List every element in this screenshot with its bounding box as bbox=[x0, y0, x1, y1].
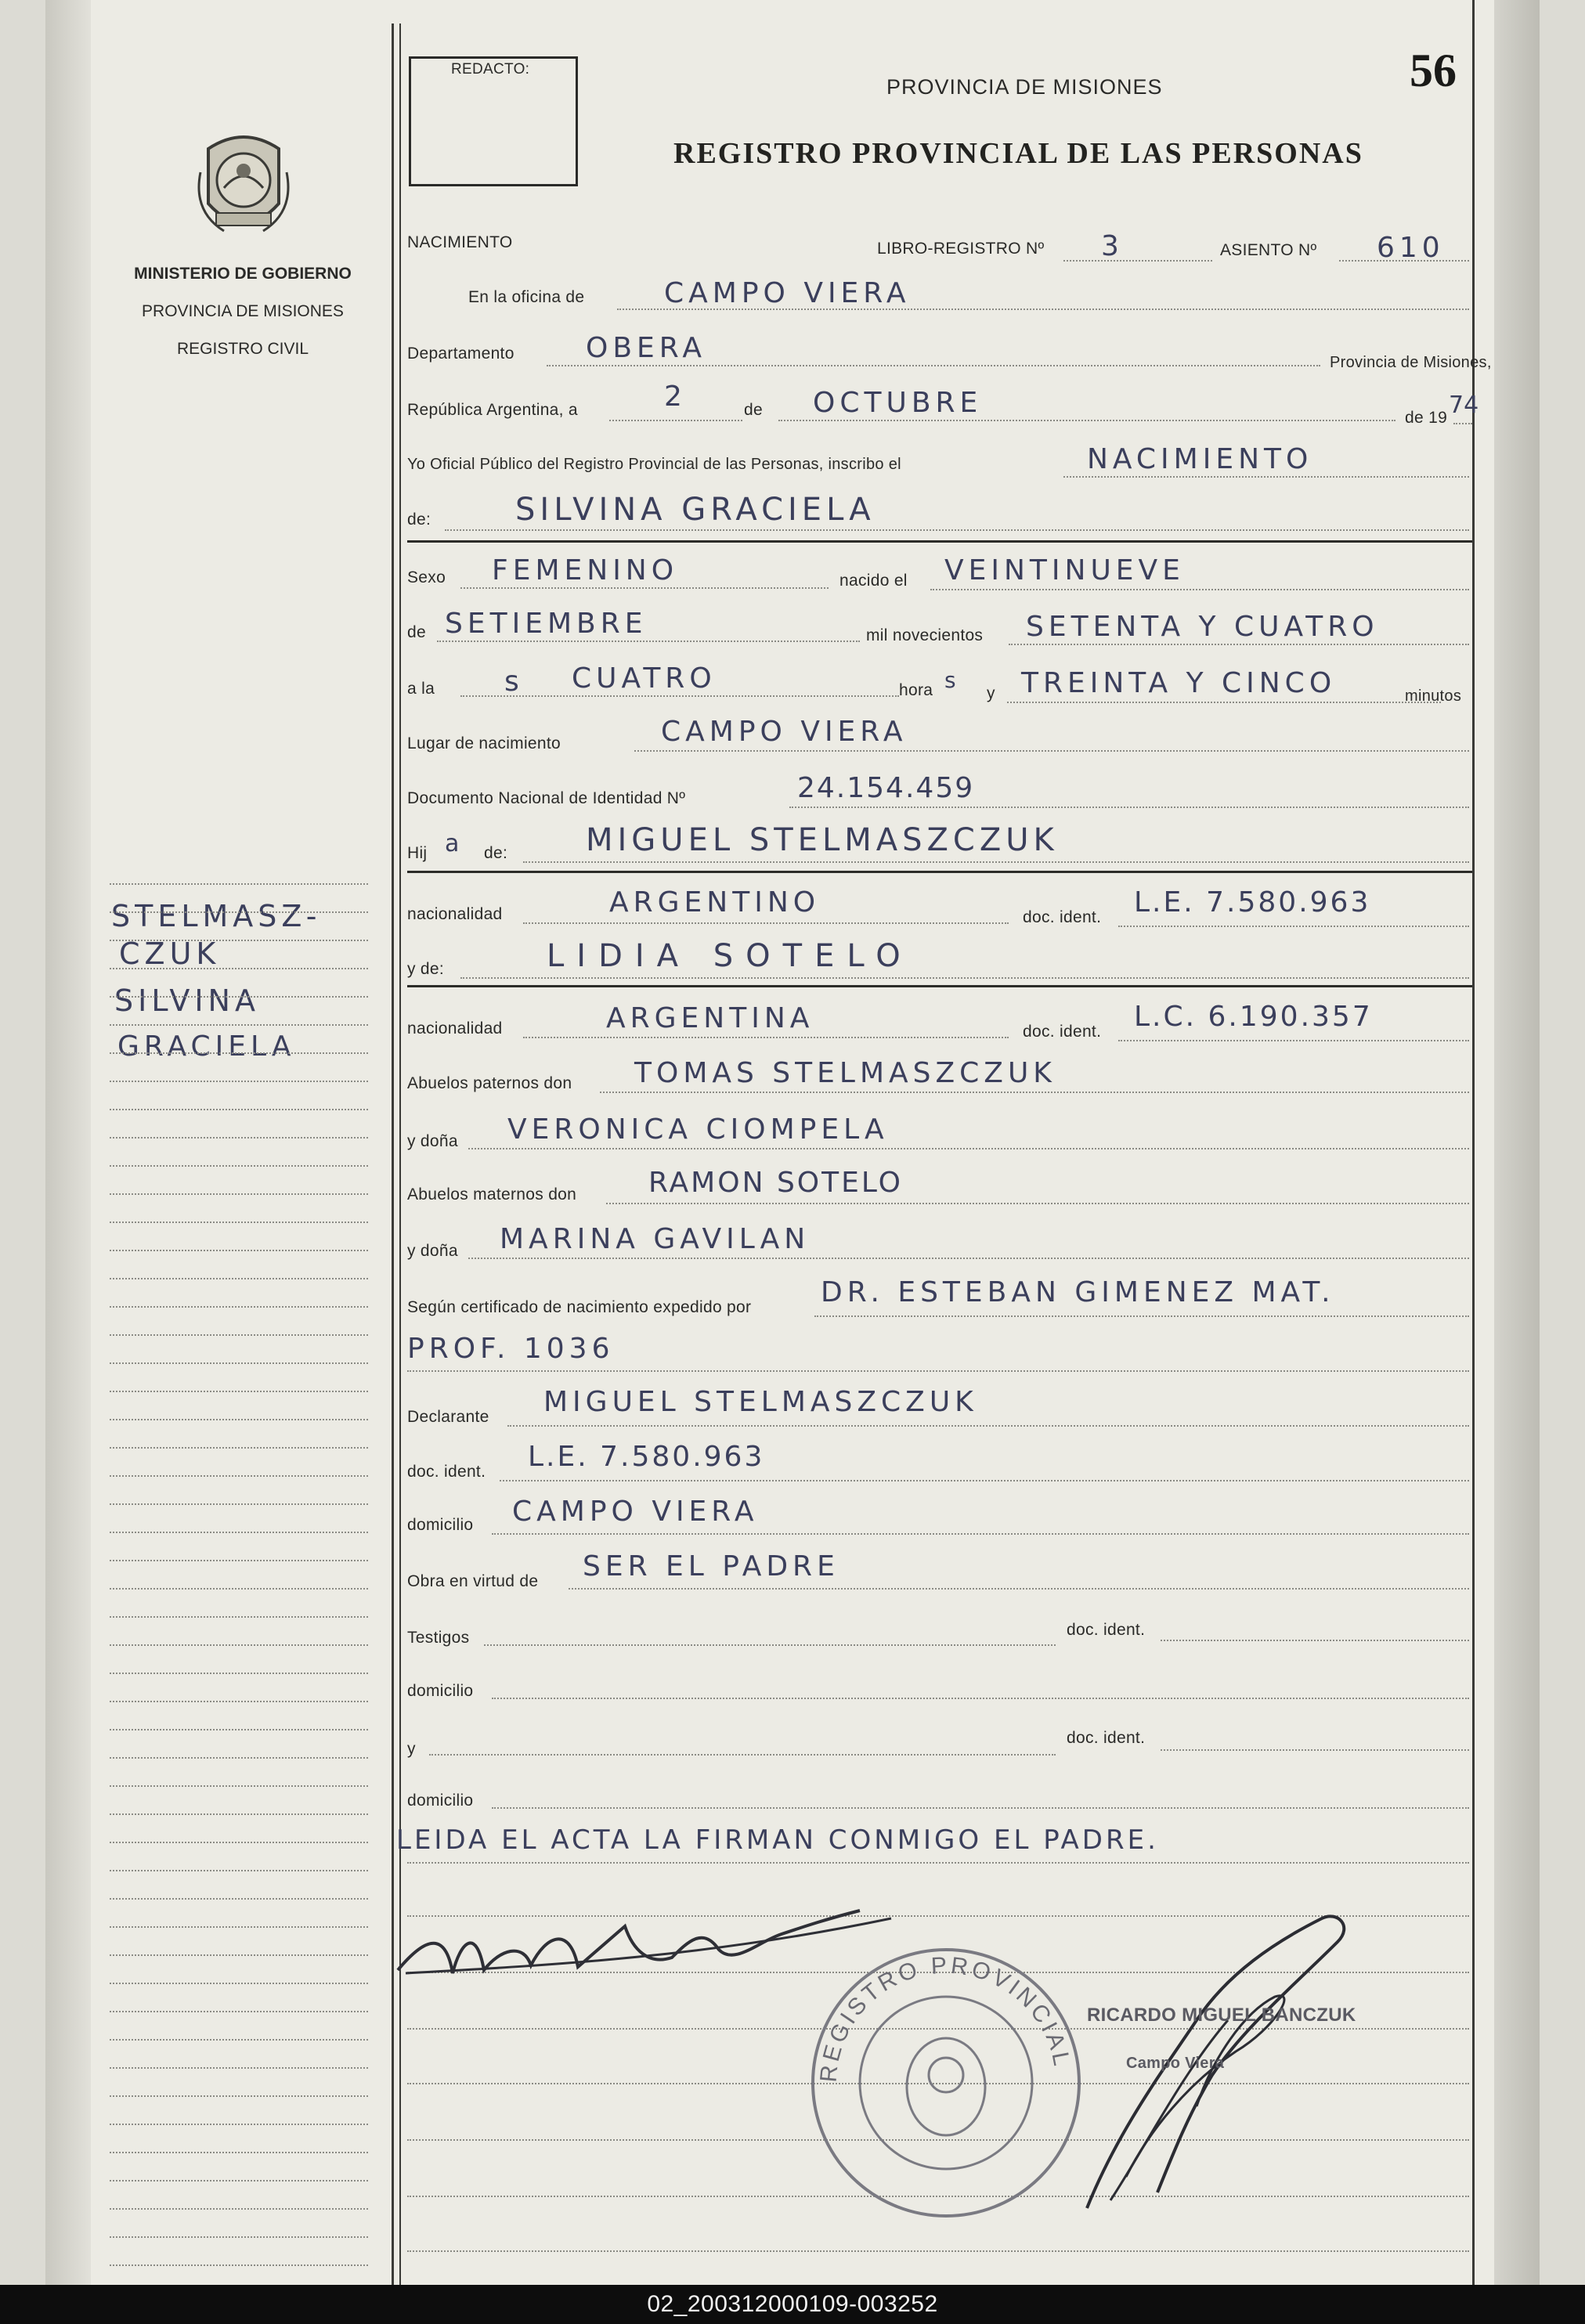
rule-abuela-mat bbox=[468, 1258, 1469, 1259]
value-oficina: CAMPO VIERA bbox=[664, 277, 911, 309]
margin-note-line1: STELMASZ- bbox=[111, 899, 322, 933]
label-declarante: Declarante bbox=[407, 1408, 489, 1426]
document-page bbox=[45, 0, 1540, 2285]
margin-ruled-line bbox=[110, 1447, 368, 1449]
label-lugar: Lugar de nacimiento bbox=[407, 734, 561, 752]
rule-anio bbox=[1453, 423, 1472, 424]
rule-nac-padre bbox=[523, 922, 1009, 924]
value-obra: SER EL PADRE bbox=[583, 1550, 839, 1582]
margin-ruled-line bbox=[110, 1870, 368, 1871]
rule-minutos bbox=[1007, 702, 1441, 703]
rule-certificado bbox=[814, 1315, 1469, 1317]
margin-ruled-line bbox=[110, 1644, 368, 1646]
margin-ruled-line bbox=[110, 1503, 368, 1505]
margin-ruled-line bbox=[110, 1391, 368, 1392]
value-dni: 24.154.459 bbox=[797, 772, 975, 804]
value-nac-padre: ARGENTINO bbox=[609, 886, 821, 918]
province-title: PROVINCIA DE MISIONES bbox=[886, 75, 1163, 99]
margin-ruled-line bbox=[110, 2180, 368, 2181]
label-doc-ident-padre: doc. ident. bbox=[1023, 908, 1102, 926]
label-doc-ident-testigo2: doc. ident. bbox=[1067, 1729, 1146, 1747]
label-domicilio-declarante: domicilio bbox=[407, 1516, 474, 1534]
value-sexo: FEMENINO bbox=[492, 554, 679, 586]
rule-nombre bbox=[445, 529, 1469, 531]
margin-ruled-line bbox=[110, 1588, 368, 1590]
label-yo-oficial: Yo Oficial Público del Registro Provincial de las Personas, inscribo el bbox=[407, 456, 901, 473]
label-abuelos-maternos: Abuelos maternos don bbox=[407, 1185, 577, 1204]
rule-obra bbox=[569, 1588, 1469, 1590]
margin-ruled-line bbox=[110, 1616, 368, 1618]
margin-ruled-line bbox=[110, 1757, 368, 1759]
margin-ruled-line bbox=[110, 996, 368, 998]
registry-title: REGISTRO PROVINCIAL DE LAS PERSONAS bbox=[673, 137, 1363, 170]
rule-acto bbox=[1063, 476, 1469, 478]
image-caption-bar bbox=[0, 2285, 1585, 2324]
margin-ruled-line bbox=[110, 1983, 368, 1984]
margin-ruled-line bbox=[110, 1560, 368, 1561]
rule-extra-7 bbox=[407, 2250, 1469, 2252]
label-de-mes-nac: de bbox=[407, 623, 426, 641]
margin-note-line3: SILVINA bbox=[114, 983, 260, 1018]
margin-ruled-line bbox=[110, 1137, 368, 1139]
rule-libro bbox=[1063, 260, 1212, 262]
label-abuelos-paternos: Abuelos paternos don bbox=[407, 1074, 572, 1092]
margin-ruled-line bbox=[110, 2264, 368, 2266]
svg-text:REGISTRO PROVINCIAL bbox=[816, 1953, 1075, 2084]
margin-ruled-line bbox=[110, 911, 368, 913]
margin-ruled-line bbox=[110, 2208, 368, 2210]
ministry-line2: PROVINCIA DE MISIONES bbox=[142, 302, 344, 320]
label-domicilio-testigo1: domicilio bbox=[407, 1682, 474, 1700]
value-hora-a-la: s bbox=[504, 666, 524, 698]
label-nacimiento: NACIMIENTO bbox=[407, 233, 513, 251]
redacto-label: REDACTO: bbox=[451, 61, 530, 78]
value-minutos: TREINTA Y CINCO bbox=[1021, 667, 1337, 699]
value-hora-num: CUATRO bbox=[572, 662, 717, 695]
margin-ruled-line bbox=[110, 2124, 368, 2125]
value-mes-nac: SETIEMBRE bbox=[445, 608, 648, 640]
rule-sexo bbox=[460, 587, 829, 589]
margin-ruled-line bbox=[110, 1362, 368, 1364]
label-departamento: Departamento bbox=[407, 345, 514, 363]
value-padre: MIGUEL STELMASZCZUK bbox=[586, 822, 1059, 858]
label-libro: LIBRO-REGISTRO Nº bbox=[877, 240, 1045, 258]
label-y-dona-mat: y doña bbox=[407, 1242, 458, 1260]
margin-ruled-line bbox=[110, 1250, 368, 1251]
value-anio-nac: SETENTA Y CUATRO bbox=[1026, 611, 1379, 643]
margin-ruled-line bbox=[110, 1109, 368, 1110]
value-declarante: MIGUEL STELMASZCZUK bbox=[543, 1386, 978, 1418]
ministry-line3: REGISTRO CIVIL bbox=[176, 340, 309, 358]
rule-dia bbox=[609, 420, 742, 421]
value-nac-madre: ARGENTINA bbox=[606, 1002, 814, 1034]
label-nacido-el: nacido el bbox=[839, 572, 908, 590]
margin-note-line4: GRACIELA bbox=[117, 1030, 296, 1063]
ministry-heading bbox=[125, 255, 360, 368]
rule-anio-nac bbox=[1009, 644, 1469, 645]
value-certificado-2: PROF. 1036 bbox=[407, 1333, 615, 1365]
margin-ruled-line bbox=[110, 1334, 368, 1336]
label-de19: de 19 bbox=[1405, 409, 1448, 427]
margin-ruled-line bbox=[110, 1193, 368, 1195]
label-domicilio-testigo2: domicilio bbox=[407, 1792, 474, 1810]
margin-ruled-line bbox=[110, 2152, 368, 2153]
value-anio: 74 bbox=[1449, 392, 1479, 419]
rule-declarante bbox=[507, 1425, 1469, 1427]
value-libro: 3 bbox=[1101, 230, 1124, 262]
margin-ruled-line bbox=[110, 940, 368, 941]
label-mil-novecientos: mil novecientos bbox=[866, 626, 984, 644]
value-nombre: SILVINA GRACIELA bbox=[515, 492, 876, 528]
label-hij: Hij bbox=[407, 844, 428, 862]
rule-padre bbox=[523, 861, 1469, 863]
label-asiento: ASIENTO Nº bbox=[1220, 241, 1317, 259]
label-y-minutos: y bbox=[987, 684, 995, 702]
value-madre: LIDIA SOTELO bbox=[547, 938, 913, 974]
margin-ruled-line bbox=[110, 1532, 368, 1533]
margin-ruled-line bbox=[110, 883, 368, 885]
value-doc-declarante: L.E. 7.580.963 bbox=[528, 1441, 765, 1473]
value-certificado: DR. ESTEBAN GIMENEZ MAT. bbox=[821, 1276, 1335, 1308]
rule-doc-testigo2 bbox=[1161, 1749, 1469, 1751]
value-hij-suffix: a bbox=[445, 830, 464, 857]
label-de-padre: de: bbox=[484, 844, 508, 862]
value-lugar: CAMPO VIERA bbox=[661, 716, 908, 748]
margin-ruled-line bbox=[110, 1813, 368, 1815]
rule-domicilio-testigo2 bbox=[492, 1807, 1469, 1809]
value-departamento: OBERA bbox=[586, 332, 706, 364]
rule-domicilio bbox=[492, 1533, 1469, 1535]
label-doc-ident-madre: doc. ident. bbox=[1023, 1023, 1102, 1041]
ministry-line1: MINISTERIO DE GOBIERNO bbox=[134, 265, 352, 283]
value-doc-padre: L.E. 7.580.963 bbox=[1134, 886, 1371, 918]
value-abuela-mat: MARINA GAVILAN bbox=[500, 1223, 811, 1255]
rule-doc-padre bbox=[1118, 926, 1469, 927]
value-asiento: 610 bbox=[1377, 232, 1445, 264]
margin-ruled-line bbox=[110, 1785, 368, 1787]
label-oficina: En la oficina de bbox=[468, 288, 585, 306]
margin-ruled-line bbox=[110, 1729, 368, 1730]
value-domicilio: CAMPO VIERA bbox=[512, 1496, 759, 1528]
label-obra: Obra en virtud de bbox=[407, 1572, 539, 1590]
rule-doc-madre bbox=[1118, 1040, 1469, 1041]
label-provincia: Provincia de Misiones, bbox=[1330, 354, 1492, 371]
rule-doc-declarante bbox=[500, 1480, 1469, 1481]
value-acto: NACIMIENTO bbox=[1087, 443, 1313, 475]
stamp-ring-text: REGISTRO PROVINCIAL bbox=[815, 1952, 1075, 2084]
section-divider-2 bbox=[407, 871, 1472, 873]
margin-ruled-line bbox=[110, 2095, 368, 2097]
label-doc-ident-testigo1: doc. ident. bbox=[1067, 1621, 1146, 1639]
rule-testigo2 bbox=[429, 1754, 1056, 1756]
rule-mes bbox=[778, 420, 1395, 421]
form-right-border bbox=[1472, 0, 1475, 2285]
value-hora-s: s bbox=[944, 667, 961, 693]
margin-ruled-line bbox=[110, 1081, 368, 1082]
rule-abuelo-mat bbox=[606, 1203, 1469, 1204]
rule-documento bbox=[789, 807, 1469, 808]
rule-doc-testigo1 bbox=[1161, 1640, 1469, 1641]
value-doc-madre: L.C. 6.190.357 bbox=[1134, 1001, 1373, 1033]
rule-testigos bbox=[484, 1644, 1056, 1646]
label-documento: Documento Nacional de Identidad Nº bbox=[407, 789, 686, 807]
rule-lugar bbox=[634, 750, 1469, 752]
margin-ruled-line bbox=[110, 968, 368, 969]
label-doc-ident-declarante: doc. ident. bbox=[407, 1463, 486, 1481]
margin-ruled-line bbox=[110, 2236, 368, 2238]
value-abuelo-mat: RAMON SOTELO bbox=[648, 1167, 903, 1199]
margin-ruled-line bbox=[110, 2039, 368, 2041]
label-horas: hora bbox=[899, 681, 933, 699]
margin-ruled-line bbox=[110, 1842, 368, 1843]
rule-abuela-pat bbox=[468, 1148, 1469, 1149]
rule-certificado-2 bbox=[407, 1370, 1469, 1372]
image-caption: 02_200312000109-003252 bbox=[647, 2291, 938, 2317]
margin-ruled-line bbox=[110, 1701, 368, 1702]
margin-ruled-line bbox=[110, 1673, 368, 1674]
label-y-de-madre: y de: bbox=[407, 960, 445, 978]
rule-departamento bbox=[547, 365, 1320, 366]
margin-ruled-line bbox=[110, 1475, 368, 1477]
stamp-place-line: Campo Viera bbox=[1126, 2055, 1225, 2072]
margin-ruled-line bbox=[110, 1222, 368, 1223]
margin-ruled-line bbox=[110, 1926, 368, 1928]
label-republica: República Argentina, a bbox=[407, 401, 578, 419]
value-nacido-el: VEINTINUEVE bbox=[944, 554, 1185, 586]
coat-of-arms-emblem bbox=[193, 125, 294, 244]
label-segun: Según certificado de nacimiento expedido por bbox=[407, 1298, 752, 1316]
folio-number: 56 bbox=[1410, 45, 1457, 96]
rule-madre bbox=[460, 977, 1469, 979]
label-sexo: Sexo bbox=[407, 568, 446, 586]
section-divider-3 bbox=[407, 985, 1472, 987]
rule-domicilio-testigo1 bbox=[492, 1698, 1469, 1699]
margin-ruled-line bbox=[110, 1954, 368, 1956]
label-minutos: minutos bbox=[1405, 687, 1462, 705]
rule-hora bbox=[460, 695, 899, 697]
label-y-dona-pat: y doña bbox=[407, 1132, 458, 1150]
value-dia: 2 bbox=[664, 381, 687, 413]
label-testigos: Testigos bbox=[407, 1629, 470, 1647]
rule-nacido bbox=[930, 589, 1469, 590]
stamp-name-line: RICARDO MIGUEL BANCZUK bbox=[1087, 2005, 1356, 2026]
label-a-la: a la bbox=[407, 680, 435, 698]
label-nacionalidad-madre: nacionalidad bbox=[407, 1019, 503, 1038]
page-left-edge bbox=[45, 0, 91, 2285]
margin-ruled-line bbox=[110, 1898, 368, 1900]
section-divider-1 bbox=[407, 540, 1472, 543]
label-de-nombre: de: bbox=[407, 511, 431, 529]
value-abuelo-pat: TOMAS STELMASZCZUK bbox=[634, 1057, 1056, 1089]
value-abuela-pat: VERONICA CIOMPELA bbox=[507, 1113, 889, 1146]
margin-note-line2: CZUK bbox=[119, 936, 221, 971]
rule-abuelo-pat bbox=[600, 1092, 1469, 1093]
rule-mes-nac bbox=[437, 641, 860, 642]
margin-ruled-line bbox=[110, 2011, 368, 2012]
margin-ruled-line bbox=[110, 1419, 368, 1420]
margin-ruled-line bbox=[110, 1052, 368, 1054]
margin-ruled-line bbox=[110, 1165, 368, 1167]
label-y-testigo2: y bbox=[407, 1740, 416, 1758]
rule-nac-madre bbox=[523, 1037, 1009, 1038]
margin-ruled-line bbox=[110, 1306, 368, 1308]
label-nacionalidad-padre: nacionalidad bbox=[407, 905, 503, 923]
rule-cierre-1 bbox=[407, 1862, 1469, 1864]
margin-ruled-line bbox=[110, 1278, 368, 1279]
label-de-mes: de bbox=[744, 401, 763, 419]
value-cierre: LEIDA EL ACTA LA FIRMAN CONMIGO EL PADRE. bbox=[396, 1824, 1159, 1856]
margin-ruled-line bbox=[110, 2067, 368, 2069]
page-right-edge bbox=[1494, 0, 1540, 2285]
margin-ruled-line bbox=[110, 1024, 368, 1026]
value-mes: OCTUBRE bbox=[813, 387, 983, 419]
